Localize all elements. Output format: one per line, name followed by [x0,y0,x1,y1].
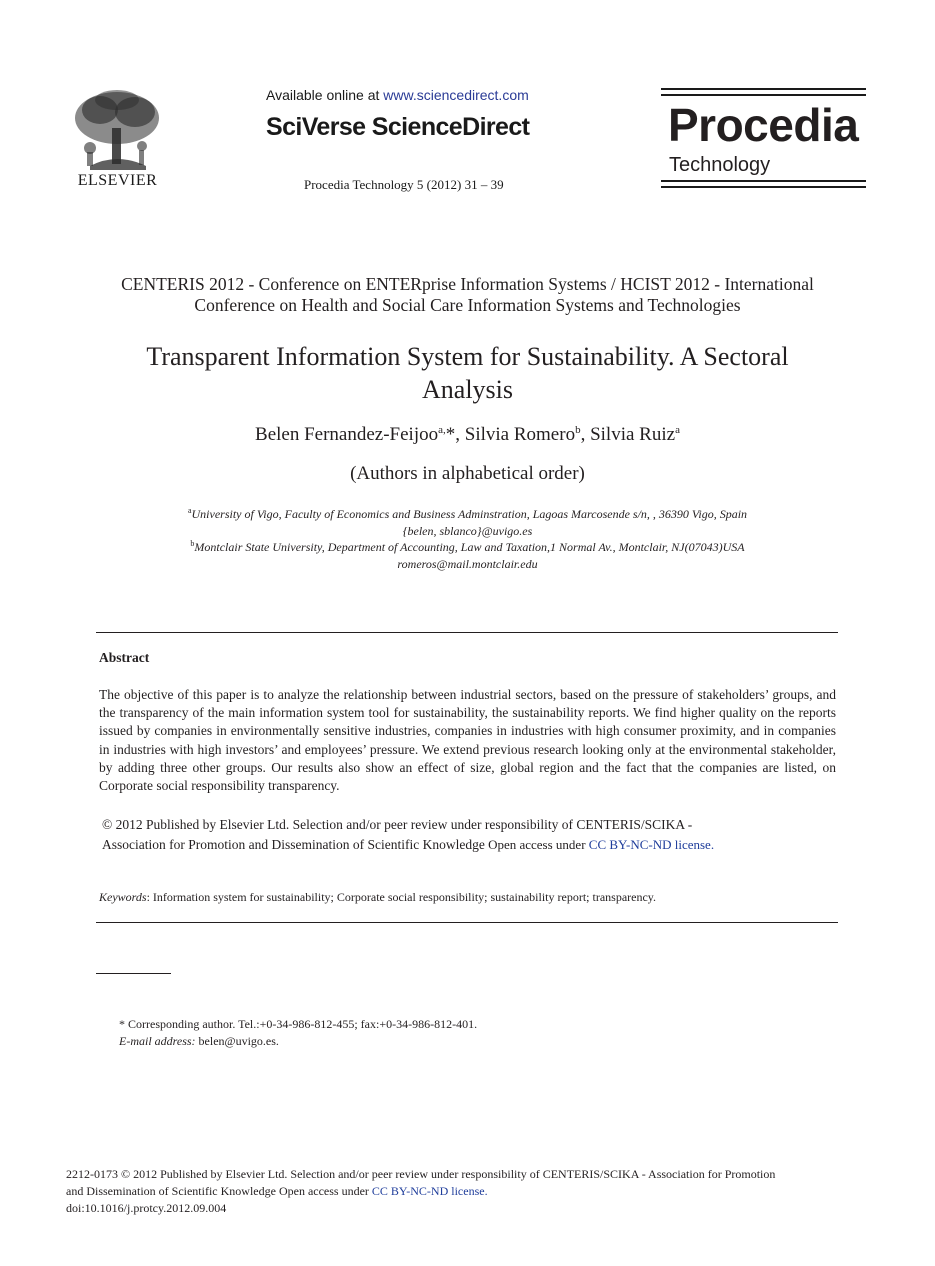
abstract-bottom-divider [96,922,838,923]
footer-line-2-text: and Dissemination of Scientific Knowledge [66,1184,276,1198]
footer-line-1: 2212-0173 © 2012 Published by Elsevier Ltd. Selection and/or peer review under responsibility of CENTERIS/SCIKA - Association for Promotion [66,1167,776,1181]
abstract-text: The objective of this paper is to analyze the relationship between industrial sectors, based on the pressure of stakeholders’ groups, and the transparency of the main information system tool for sustainability, the sustainability reports. We find higher quality on the reports issued by companies in environmentally sensitive industries, companies in industries with high consumer proximity, and in companies in industries with high investors’ and employees’ pressure. We extend previous research looking only at the environmental stakeholder, by adding three other groups. Our results also show an effect of size, global region and the fact that the companies are listed, on Corporate social responsibility transparency. [99,687,836,794]
page-footer [66,1166,866,1217]
author-2: , Silvia Romero [455,424,576,445]
procedia-logo-name: Procedia [668,99,859,151]
affiliation-b-email: romeros@mail.montclair.edu [397,556,538,571]
author-2-affil-sup: b [575,424,581,436]
footnote-email [119,1033,477,1050]
footnote-email-label: E-mail address: [119,1034,196,1048]
footnote-rule [96,973,171,974]
abstract-heading: Abstract [99,650,150,665]
affiliation-a-text: University of Vigo, Faculty of Economics and Business Adminstration, Lagoas Marcosende s/n, , 36390 Vigo, Spain [191,507,748,521]
footer-license-link[interactable]: CC BY-NC-ND license. [371,1184,488,1198]
author-1-affil-sup: a, [438,424,446,436]
copyright-line-1: © 2012 Published by Elsevier Ltd. Selection and/or peer review under responsibility of CENTERIS/SCIKA - [102,817,693,832]
author-list [60,423,875,447]
sciverse-sciencedirect-logo: SciVerse ScienceDirect [266,113,530,141]
author-1: Belen Fernandez-Feijoo [255,424,439,445]
affiliation-a [60,506,875,523]
author-3: , Silvia Ruiz [580,424,676,445]
open-access-label: Open access under [484,837,589,852]
paper-title-line-2: Analysis [422,375,513,404]
paper-title [60,340,875,406]
affiliation-a-sup: a [187,506,192,515]
available-online-line [266,87,529,103]
footer-line-2 [66,1183,866,1200]
copyright-notice [102,815,842,855]
affiliation-b-sup: b [190,539,195,548]
elsevier-logo-text: ELSEVIER [77,172,158,189]
footnote-email-value: belen@uvigo.es. [195,1034,279,1048]
footer-open-access-label: Open access under [275,1184,372,1198]
conference-line-2: Conference on Health and Social Care Information Systems and Technologies [194,295,741,315]
author-order-note: (Authors in alphabetical order) [350,463,585,484]
copyright-line-2-text: Association for Promotion and Dissemination of Scientific Knowledge [102,837,485,852]
procedia-logo-subtitle: Technology [669,154,771,176]
footer-doi: doi:10.1016/j.protcy.2012.09.004 [66,1201,227,1215]
copyright-line-2 [102,835,842,855]
procedia-rule-bottom-1 [661,180,866,182]
corresponding-mark: * [445,424,456,445]
author-3-affil-sup: a [675,424,680,436]
sciencedirect-link[interactable]: www.sciencedirect.com [383,87,529,103]
abstract-top-divider [96,632,838,633]
keywords [99,890,656,905]
corresponding-footnote [119,1016,477,1050]
affiliations [60,506,875,572]
procedia-rule-top-2 [661,94,866,96]
affiliation-a-email: {belen, sblanco}@uvigo.es [402,523,533,538]
available-online-prefix: Available online at [266,87,384,103]
license-link[interactable]: CC BY-NC-ND license. [588,837,715,852]
procedia-rule-top-1 [661,88,866,90]
procedia-rule-bottom-2 [661,186,866,188]
keywords-label: Keywords [99,890,147,904]
journal-citation: Procedia Technology 5 (2012) 31 – 39 [304,177,504,192]
paper-title-line-1: Transparent Information System for Sustainability. A Sectoral [146,342,789,371]
affiliation-b [60,539,875,556]
footnote-contact: * Corresponding author. Tel.:+0-34-986-812-455; fax:+0-34-986-812-401. [119,1017,478,1031]
keywords-text: : Information system for sustainability; Corporate social responsibility; sustainability report; transparency. [146,890,657,904]
conference-name [60,274,875,316]
affiliation-b-text: Montclair State University, Department of Accounting, Law and Taxation,1 Normal Av., Montclair, NJ(07043)USA [194,540,745,554]
conference-line-1: CENTERIS 2012 - Conference on ENTERprise Information Systems / HCIST 2012 - International [121,274,814,294]
